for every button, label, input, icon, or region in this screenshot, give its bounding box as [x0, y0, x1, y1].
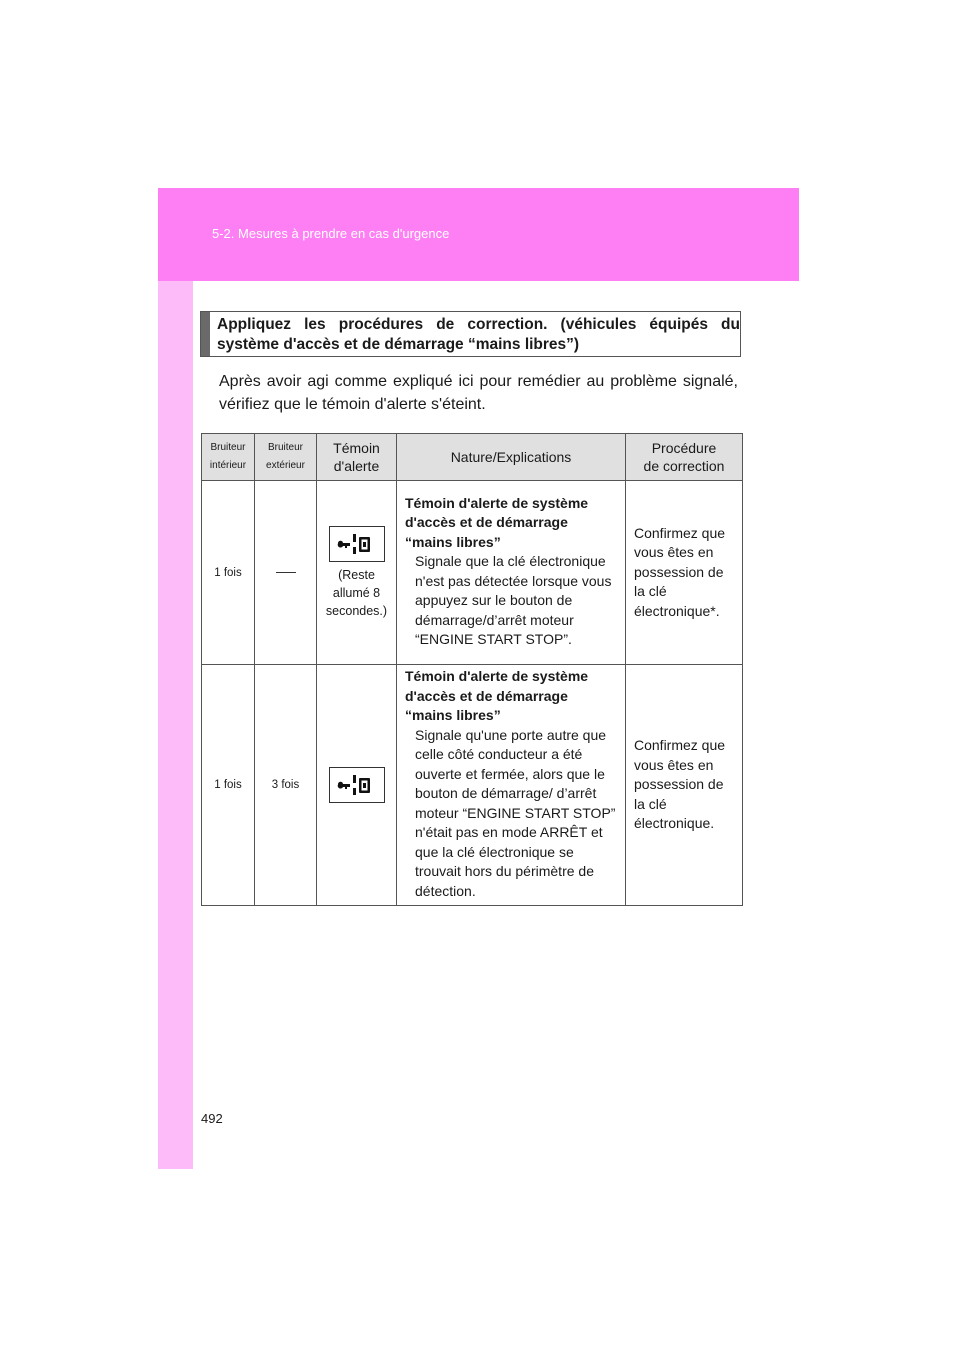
warning-light-cell: [317, 665, 397, 906]
intro-paragraph: Après avoir agi comme expliqué ici pour remédier au problème signalé, vérifiez que le témoin d'alerte s'éteint.: [219, 373, 738, 413]
heading-text: Appliquez les procédures de correction. (véhicules équipés du système d'accès et de démarrage “mains libres”): [217, 316, 740, 353]
exterior-count: [255, 481, 317, 665]
warning-note: (Reste allumé 8 secondes.): [325, 567, 388, 618]
procedure-cell: Confirmez que vous êtes en possession de la clé électronique.: [626, 665, 743, 906]
section-title: 5-2. Mesures à prendre en cas d'urgence: [212, 226, 450, 241]
procedure-heading: [200, 311, 741, 357]
table-row: [202, 481, 743, 665]
heading-accent-bar: [201, 312, 210, 356]
chapter-side-band: [158, 281, 193, 1169]
table-row: [202, 665, 743, 906]
header-warning-light: Témoin d'alerte: [317, 434, 397, 481]
exterior-count: 3 fois: [255, 665, 317, 906]
nature-title: Témoin d'alerte de système d'accès et de démarrage “mains libres”: [405, 668, 589, 723]
nature-cell: [397, 665, 626, 906]
nature-title: Témoin d'alerte de système d'accès et de démarrage “mains libres”: [405, 494, 589, 550]
header-interior-buzzer: Bruiteur intérieur: [202, 434, 255, 481]
nature-explanation: Signale qu'une porte autre que celle côté conducteur a été ouverte et fermée, alors que le bouton de démarrage/ d’arrêt moteur “ENGINE START STOP” n'était pas en mode ARRÊT et que la clé électronique se trouvait hors du périmètre de détection.: [415, 726, 616, 899]
nature-cell: [397, 481, 626, 665]
key-warning-icon: [329, 767, 385, 803]
interior-count: 1 fois: [202, 665, 255, 906]
header-exterior-buzzer: Bruiteur extérieur: [255, 434, 317, 481]
nature-explanation: Signale que la clé électronique n'est pas détectée lorsque vous appuyez sur le bouton de démarrage/d’arrêt moteur “ENGINE START STOP”.: [415, 553, 612, 647]
warning-table: [201, 433, 743, 906]
warning-light-cell: [317, 481, 397, 665]
table-header-row: [202, 434, 743, 481]
procedure-cell: Confirmez que vous êtes en possession de la clé électronique*.: [626, 481, 743, 665]
interior-count: 1 fois: [202, 481, 255, 665]
key-warning-icon: [329, 526, 385, 562]
header-nature: Nature/Explications: [397, 434, 626, 481]
page-number: 492: [201, 1111, 223, 1126]
header-procedure: Procédure de correction: [626, 434, 743, 481]
no-sound-dash: [276, 572, 296, 573]
